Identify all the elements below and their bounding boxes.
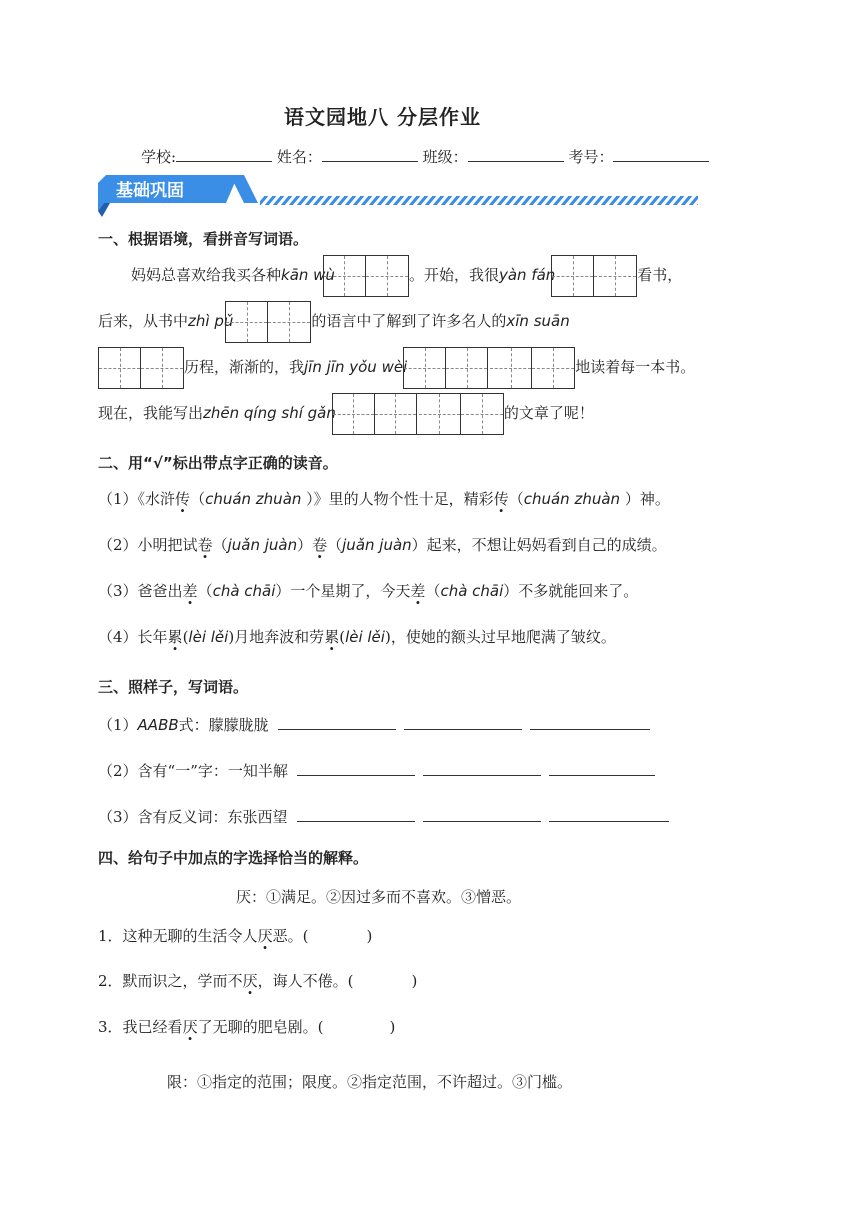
name-label: 姓名： [276,148,322,166]
dotted-char: 传 [175,490,191,508]
text: （1）《水浒 [98,490,176,508]
school-blank[interactable] [176,147,272,162]
text: 这种无聊的生活令人 [122,927,258,945]
answer-blank[interactable] [423,807,541,822]
student-info-line [141,146,709,167]
pinyin-option[interactable]: chà chāi [212,582,276,600]
text: ( [339,628,346,646]
text: （2）含有“一”字：一知半解 [98,762,288,780]
text: 我已经看 [122,1018,183,1036]
q3-heading: 三、照样子，写词语。 [98,678,249,696]
pinyin-option[interactable]: chuán zhuàn [205,490,302,508]
writing-grid[interactable] [323,255,409,297]
q3-item-1 [98,714,658,735]
text: （ [190,490,206,508]
dotted-char: 差 [182,582,198,600]
text: 的文章了呢！ [503,404,594,422]
text: 地读着每一本书。 [575,358,696,376]
definition-yan: 厌：①满足。②因过多而不喜欢。③憎恶。 [236,888,522,906]
text: （3）爸爸出 [98,582,183,600]
q4-sentence-2 [98,970,417,991]
answer-blank[interactable] [549,761,655,776]
text: 式：朦朦胧胧 [178,716,269,734]
q2-heading: 二、用“√”标出带点字正确的读音。 [98,454,338,472]
pattern-label: AABB [137,716,179,734]
school-label: 学校: [141,148,177,166]
dotted-char: 差 [410,582,426,600]
q1-line2 [98,300,570,343]
dotted-char: 传 [493,490,509,508]
text: 。开始，我很 [408,266,499,284]
text: 历程，渐渐的，我 [184,358,305,376]
text: 了无聊的肥皂剧。( [197,1018,324,1036]
name-blank[interactable] [322,147,418,162]
text: （ [197,582,213,600]
pinyin-option[interactable]: juǎn juàn [342,536,412,554]
dotted-char: 厌 [242,972,258,990]
text: （4）长年 [98,628,168,646]
pinyin: zhēn qíng shí gǎn [203,404,336,422]
text: ) [389,1018,396,1036]
text: ）一个星期了，今天 [275,582,411,600]
pinyin-option[interactable]: lèi lěi [188,628,229,646]
q1-line1 [131,254,682,297]
text: 看书， [637,266,683,284]
text: （2）小明把试 [98,536,198,554]
pinyin: kān wù [281,266,335,284]
q4-sentence-3 [98,1016,395,1037]
q1-heading: 一、根据语境，看拼音写词语。 [98,230,309,248]
text: 现在，我能写出 [98,404,204,422]
q2-item-2 [98,534,667,555]
text: 默而识之，学而不 [122,972,243,990]
q2-item-4 [98,626,616,647]
section-banner [98,175,700,217]
text: ( [182,628,189,646]
text: 后来，从书中 [98,312,189,330]
answer-blank[interactable] [297,761,415,776]
writing-grid[interactable] [332,393,504,435]
dotted-char: 厌 [182,1018,198,1036]
pinyin-option[interactable]: chà chāi [440,582,504,600]
text: )月地奔波和劳 [228,628,325,646]
dotted-char: 厌 [257,927,273,945]
number-blank[interactable] [613,147,709,162]
q1-line4 [98,392,594,435]
q3-item-2 [98,760,663,781]
banner-graphic [98,175,700,217]
definition-xian: 限：①指定的范围；限度。②指定范围，不许超过。③门槛。 [167,1073,573,1091]
pinyin: jīn jīn yǒu wèi [304,358,408,376]
text: （ [425,582,441,600]
text: 恶。( [272,927,309,945]
answer-blank[interactable] [549,807,669,822]
pinyin-option[interactable]: chuán zhuàn [523,490,621,508]
text: ) [411,972,418,990]
text: 的语言中了解到了许多名人的 [311,312,507,330]
q3-item-3 [98,806,677,827]
pinyin: yàn fán [498,266,556,284]
text: （3）含有反义词：东张西望 [98,808,288,826]
dotted-char: 卷 [197,536,213,554]
dotted-char: 累 [324,628,340,646]
text: ) [366,927,373,945]
writing-grid[interactable] [225,301,311,343]
page-title: 语文园地八 分层作业 [284,105,481,129]
text: 2． [98,972,123,990]
pinyin-option[interactable]: lèi lěi [345,628,385,646]
dotted-char: 累 [167,628,183,646]
text: （ [508,490,524,508]
text: 3． [98,1018,123,1036]
pinyin-option[interactable]: juǎn juàn [227,536,298,554]
writing-grid[interactable] [98,347,184,389]
answer-blank[interactable] [423,761,541,776]
dotted-char: 卷 [312,536,328,554]
pinyin: zhì pǔ [188,312,234,330]
text: ）神。 [620,490,670,508]
writing-grid[interactable] [403,347,575,389]
number-label: 考号： [568,148,614,166]
text: 1． [98,927,123,945]
answer-blank[interactable] [297,807,415,822]
q1-line3 [98,346,695,389]
answer-blank[interactable] [530,715,650,730]
answer-blank[interactable] [404,715,522,730]
class-blank[interactable] [468,147,564,162]
text: 妈妈总喜欢给我买各种 [131,266,282,284]
text: （1） [98,716,138,734]
text: ）起来，不想让妈妈看到自己的成绩。 [411,536,667,554]
answer-blank[interactable] [278,715,396,730]
q4-heading: 四、给句子中加点的字选择恰当的解释。 [98,849,369,867]
pinyin: xīn suān [506,312,570,330]
writing-grid[interactable] [551,255,637,297]
text: （ [212,536,228,554]
text: ）》里的人物个性十足，精彩 [301,490,494,508]
text: （ [327,536,343,554]
text: ）不多就能回来了。 [503,582,639,600]
q2-item-3 [98,580,638,601]
class-label: 班级： [422,148,468,166]
q4-sentence-1 [98,925,372,946]
text: )，使她的额头过早地爬满了皱纹。 [384,628,616,646]
text: ，诲人不倦。( [257,972,354,990]
banner-label: 基础巩固 [116,181,184,201]
q2-item-1 [98,488,670,509]
text: ） [297,536,313,554]
